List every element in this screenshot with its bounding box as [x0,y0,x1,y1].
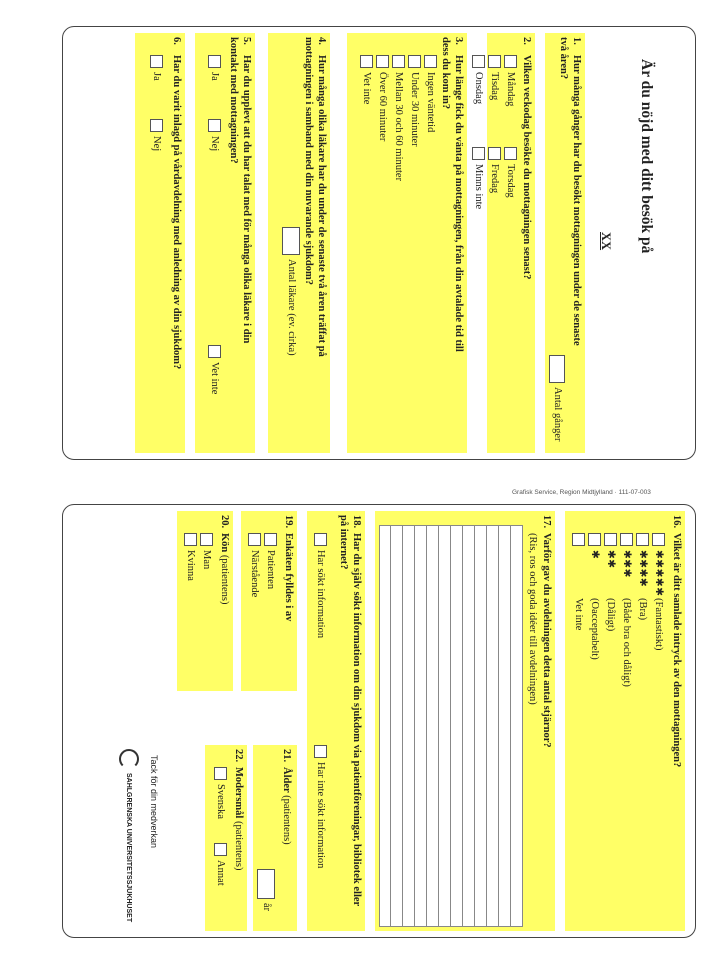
option-patienten[interactable]: Patienten [264,533,277,589]
option-onsdag[interactable]: Onsdag [472,55,485,104]
comment-lines-area[interactable] [379,525,523,927]
option-man[interactable]: Man [200,533,213,569]
option-nej-q6[interactable]: Nej [150,119,163,151]
thanks-text: Tack för din medverkan [149,755,159,849]
option-annat[interactable]: Annat [214,843,227,886]
option-vet-inte-wait[interactable]: Vet inte [360,55,373,104]
rating-3-stars[interactable]: ✱✱✱ (Både bra och dåligt) [620,533,633,687]
question-1: 1.Hur många gånger har du besökt mottagningen under de senaste två åren? [558,37,582,346]
print-footer: Grafisk Service, Region Midtjylland · 111-07-003 [512,489,651,496]
option-har-inte-sokt[interactable]: Har inte sökt information [314,745,327,868]
option-svenska[interactable]: Svenska [214,767,227,819]
questionnaire-page-back [62,504,696,938]
question-19: 19.Enkäten fylldes i av [283,515,294,622]
hospital-logo: SAHLGRENSKA UNIVERSITETSSJUKHUSET [119,749,139,922]
question-18: 18.Har du själv sökt information om din sjukdom via patientföreningar, bibliotek eller på internet? [338,515,362,906]
option-torsdag[interactable]: Torsdag [504,147,517,198]
option-narstaende[interactable]: Närstående [248,533,261,597]
option-30-60[interactable]: Mellan 30 och 60 minuter [392,55,405,181]
age-field[interactable]: år [257,869,275,911]
rating-4-stars[interactable]: ✱✱✱✱ (Bra) [636,533,649,620]
question-5: 5.Har du upplevt att du har talat med för många olika läkare i din kontakt med mottagningen? [228,37,252,344]
option-fredag[interactable]: Fredag [488,147,501,193]
doctor-count-field[interactable]: Antal läkare (ev. cirka) [282,227,300,356]
question-21: 21.Ålder (patientens) [281,749,292,845]
visit-count-field[interactable]: Antal gånger [549,355,565,442]
option-vet-inte-q5[interactable]: Vet inte [208,345,221,394]
option-ja-q6[interactable]: Ja [150,55,163,81]
question-17: 17.Varför gav du avdelningen detta antal stjärnor? [541,515,552,748]
question-3: 3.Hur länge fick du vänta på mottagningen, från din avtalade tid till dess du kom in? [440,37,464,352]
question-4: 4.Hur många olika läkare har du under de senaste två åren träffat på mottagningen i samband med din nuvarande sjukdom? [303,37,327,357]
rating-1-star[interactable]: ✱ (Oacceptabelt) [588,533,601,660]
rating-2-stars[interactable]: ✱✱ (Dåligt) [604,533,617,631]
option-ja-q5[interactable]: Ja [208,55,221,81]
option-ingen-vantetid[interactable]: Ingen väntetid [424,55,437,132]
option-over-60[interactable]: Över 60 minuter [376,55,389,141]
option-mandag[interactable]: Måndag [504,55,517,106]
option-minns-inte[interactable]: Minns inte [472,147,485,209]
option-nej-q5[interactable]: Nej [208,119,221,151]
option-har-sokt[interactable]: Har sökt information [314,533,327,638]
rating-5-stars[interactable]: ✱✱✱✱✱ (Fantastiskt) [652,533,665,651]
rating-vet-inte[interactable]: Vet inte [572,533,585,630]
logo-icon [119,749,139,769]
question-22: 22.Modersmål (patientens) [233,749,244,871]
question-20: 20.Kön (patientens) [219,515,230,605]
question-2: 2.Vilken veckodag besökte du mottagningen senast? [521,37,532,280]
option-under-30[interactable]: Under 30 minuter [408,55,421,147]
question-6: 6.Har du varit inlagd på vårdavdelning med anledning av din sjukdom? [171,37,182,370]
option-tisdag[interactable]: Tisdag [488,55,501,100]
option-kvinna[interactable]: Kvinna [184,533,197,581]
question-16: 16.Vilket är ditt samlade intryck av den mottagningen? [671,515,682,768]
clinic-name-placeholder: XX [599,232,613,251]
questionnaire-page-front [62,26,696,460]
question-17-subtitle: (Ris, ros och goda idéer till avdelningen) [527,533,538,705]
form-title: Är du nöjd med ditt besök på [638,59,655,254]
